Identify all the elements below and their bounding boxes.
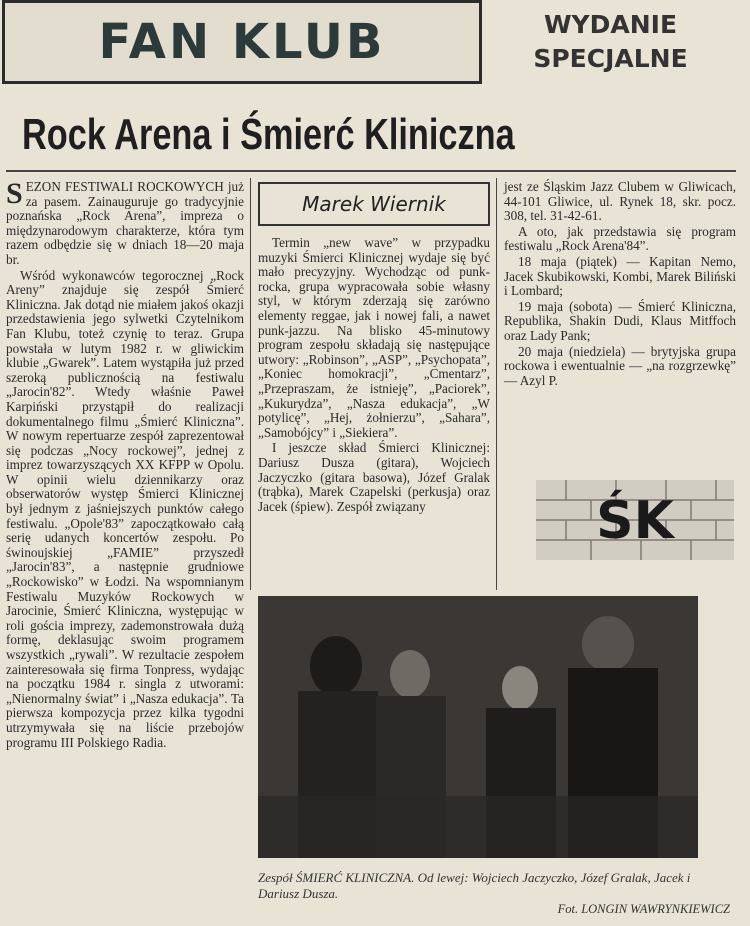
article-column-3	[504, 180, 736, 389]
photo-credit: Fot. LONGIN WAWRYNKIEWICZ	[557, 902, 730, 916]
headline-rule	[6, 170, 736, 172]
column-divider-2	[496, 178, 497, 590]
article-column-1	[6, 177, 244, 751]
article-column-2	[258, 236, 490, 515]
article-paragraph: Wśród wykonawców tegorocznej „Rock Areny” znajduje się zespół Śmierć Kliniczna. Jak dotąd nie miałem jakoś okazji przedstawienia jego sylwetki Czytelnikom Fan Klubu, toteż czynię to teraz. Grupa powstała w lutym 1982 r. w gliwickim klubie „Gwarek”. Latem wystąpiła już przed szeroką publicznością na festiwalu „Jarocin'82”. Wtedy właśnie Paweł Karpiński przystąpił do realizacji dokumentalnego filmu „Śmierć Kliniczna”. W nowym repertuarze zespół zaprezentował się podczas „Nocy rockowej”, jednej z imprez towarzyszących XX KFPP w Opolu. W opinii wielu dziennikarzy oraz obserwatorów występ Śmierci Klinicznej był jednym z jaśniejszych punktów całego festiwalu. „Opole'83” zapoczątkowało całą serię udanych koncertów zespołu. Po świnoujskiej „FAMIE” przyszedł „Jarocin'83”, a następnie grudniowe „Rockowisko” w Łodzi. Na wspomnianym Festiwalu Muzyków Rockowych w Jarocinie, Śmierć Kliniczna, występując w roli gościa imprezy, zademonstrowała dużą formę, deklasując swoim programem wszystkich „rywali”. W rezultacie zespołem zainteresowała się firma Tonpress, wydając na początku 1984 r. singla z utworami: „Nienormalny świat” i „Nasza edukacja”. Ta pierwsza kompozycja przez kilka tygodni utrzymywała się na liście przebojów programu III Polskiego Radia.	[6, 267, 244, 750]
edition-label	[508, 8, 713, 76]
edition-line-2: SPECJALNE	[533, 44, 688, 73]
edition-line-1: WYDANIE	[543, 10, 678, 39]
article-paragraph: 18 maja (piątek) — Kapitan Nemo, Jacek Skubikowski, Kombi, Marek Biliński i Lombard;	[504, 253, 736, 299]
article-paragraph: 19 maja (sobota) — Śmierć Kliniczna, Republika, Shakin Dudi, Klaus Mitffoch oraz Lady Pank;	[504, 298, 736, 343]
article-paragraph: I jeszcze skład Śmierci Klinicznej: Dariusz Dusza (gitara), Wojciech Jaczyczko (gitara basowa), Józef Gralak (trąbka), Marek Czapelski (perkusja) oraz Jacek (śpiew). Zespół związany	[258, 440, 490, 514]
photo-caption: Zespół ŚMIERĆ KLINICZNA. Od lewej: Wojciech Jaczyczko, Józef Gralak, Jacek i Dariusz Dusza.	[258, 870, 691, 901]
column-divider-1	[250, 178, 251, 590]
author-byline: Marek Wiernik	[258, 182, 490, 226]
article-paragraph: 20 maja (niedziela) — brytyjska grupa rockowa i ewentualnie — „na rozgrzewkę” — Azyl P.	[504, 343, 736, 388]
brick-wall-graphic	[536, 480, 734, 560]
section-title-box	[2, 0, 482, 84]
drop-cap: S	[6, 177, 23, 210]
band-photo-graphic	[258, 596, 698, 858]
article-paragraph: A oto, jak przedstawia się program festiwalu „Rock Arena'84”.	[504, 223, 736, 254]
section-title: FAN KLUB	[98, 14, 386, 70]
band-photo	[258, 596, 698, 858]
article-paragraph: Termin „new wave” w przypadku muzyki Śmierci Klinicznej wydaje się być mało precyzyjny. Wychodząc od punk-rocka, grupa wypracowała sobie własny styl, w którym zderzają się zarówno elementy reggae, jak i nowej fali, a nawet punk-jazzu. Na blisko 45-minutowy program zespołu składają się następujące utwory: „Robinson”, „ASP”, „Psychopata”, „Koniec homokracji”, „Cmentarz”, „Przepraszam, że istnieję”, „Paciorek”, „Kukurydza”, „Nasza edukacja”, „W potylicę”, „Hej, żołnierzu”, „Sahara”, „Samobójcy” i „Siekiera”.	[258, 235, 490, 440]
sk-logo	[536, 480, 734, 560]
article-paragraph: SEZON FESTIWALI ROCKOWYCH już za pasem. Zainauguruje go tradycyjnie poznańska „Rock Arena”, impreza o międzynarodowym charakterze, która tym razem odbędzie się w dniach 18—20 maja br.	[6, 177, 244, 267]
headline: Rock Arena i Śmierć Kliniczna	[22, 110, 515, 159]
sk-logo-text: ŚK	[596, 491, 674, 551]
article-paragraph: jest ze Śląskim Jazz Clubem w Gliwicach, 44-101 Gliwice, ul. Rynek 18, skr. pocz. 308, tel. 31-42-61.	[504, 179, 736, 224]
